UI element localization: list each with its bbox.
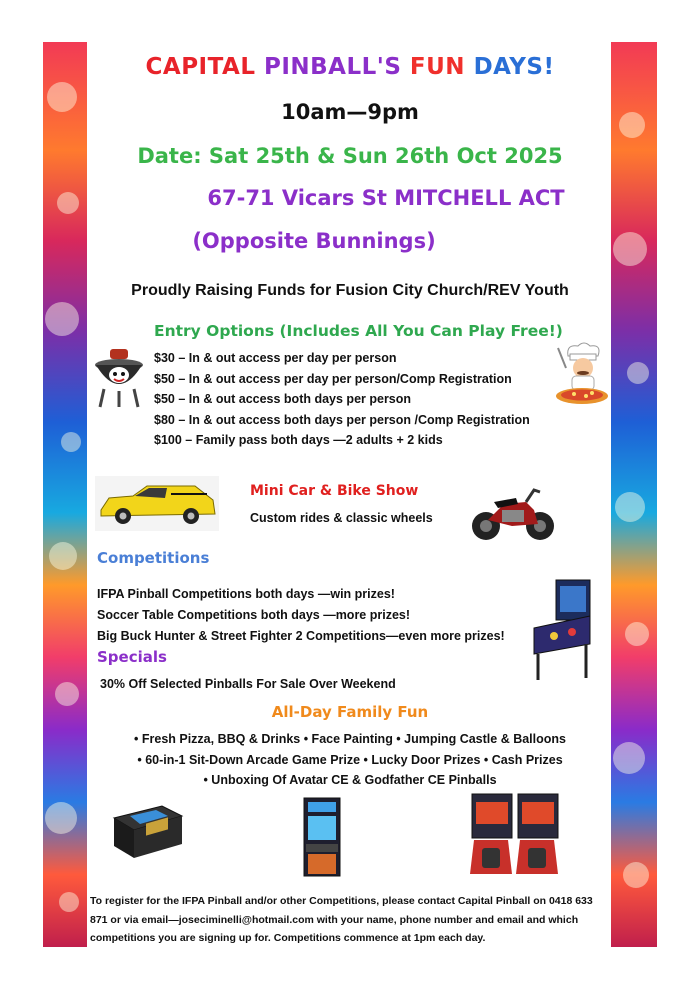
specials-text: 30% Off Selected Pinballs For Sale Over Weekend	[100, 677, 396, 691]
specials-heading: Specials	[97, 648, 167, 666]
entry-option: $30 – In & out access per day per person	[154, 351, 397, 365]
pizza-chef-icon	[552, 340, 612, 408]
entry-options-list	[154, 348, 530, 451]
family-fun-heading: All-Day Family Fun	[271, 703, 429, 721]
upright-arcade-cabinet-image	[300, 796, 344, 878]
motorcycle-image	[468, 480, 558, 544]
family-fun-list	[90, 729, 610, 791]
event-location-note: (Opposite Bunnings)	[192, 229, 436, 253]
left-bokeh-border	[43, 42, 87, 947]
competition-item: IFPA Pinball Competitions both days —win prizes!	[97, 587, 395, 601]
family-fun-line: • Fresh Pizza, BBQ & Drinks • Face Painting • Jumping Castle & Balloons	[134, 732, 566, 746]
cocktail-arcade-cabinet-image	[110, 800, 184, 864]
racing-arcade-cabinet-image	[468, 792, 564, 876]
fundraising-statement: Proudly Raising Funds for Fusion City Church/REV Youth	[131, 282, 569, 299]
pinball-machine-image	[526, 578, 598, 682]
title-word-3: DAYS!	[465, 54, 555, 80]
family-fun-line: • 60-in-1 Sit-Down Arcade Game Prize • Lucky Door Prizes • Cash Prizes	[137, 752, 563, 767]
entry-option: $50 – In & out access per day per person/Comp Registration	[154, 371, 512, 386]
car-bike-show-subtitle: Custom rides & classic wheels	[250, 511, 433, 525]
yellow-panel-van-image	[95, 476, 219, 531]
event-time: 10am—9pm	[281, 100, 419, 124]
title-word-2: FUN	[401, 54, 466, 80]
family-fun-line: • Unboxing Of Avatar CE & Godfather CE Pinballs	[203, 773, 497, 787]
competition-item: Big Buck Hunter & Street Fighter 2 Competitions—even more prizes!	[97, 629, 505, 643]
entry-option: $80 – In & out access both days per person /Comp Registration	[154, 412, 530, 427]
competitions-heading: Competitions	[97, 549, 210, 567]
bbq-grill-icon	[90, 345, 148, 409]
car-bike-show-heading: Mini Car & Bike Show	[250, 483, 419, 499]
entry-option: $50 – In & out access both days per person	[154, 392, 412, 406]
right-bokeh-border	[611, 42, 657, 947]
event-address: 67-71 Vicars St MITCHELL ACT	[207, 186, 565, 210]
entry-options-heading: Entry Options (Includes All You Can Play Free!)	[154, 322, 563, 340]
entry-option: $100 – Family pass both days —2 adults + 2 kids	[154, 433, 443, 447]
event-title	[0, 54, 700, 80]
competitions-list	[97, 584, 505, 647]
event-date: Date: Sat 25th & Sun 26th Oct 2025	[137, 144, 563, 168]
title-word-0: CAPITAL	[145, 54, 256, 80]
registration-info: To register for the IFPA Pinball and/or other Competitions, please contact Capital Pinball on 0418 633 871 or via email—joseciminelli@hotmail.com with your name, phone number and email and which competitions you are signing up for. Competitions commence at 1pm each day.	[90, 895, 593, 944]
competition-item: Soccer Table Competitions both days —more prizes!	[97, 608, 411, 622]
title-word-1: PINBALL'S	[255, 54, 402, 80]
